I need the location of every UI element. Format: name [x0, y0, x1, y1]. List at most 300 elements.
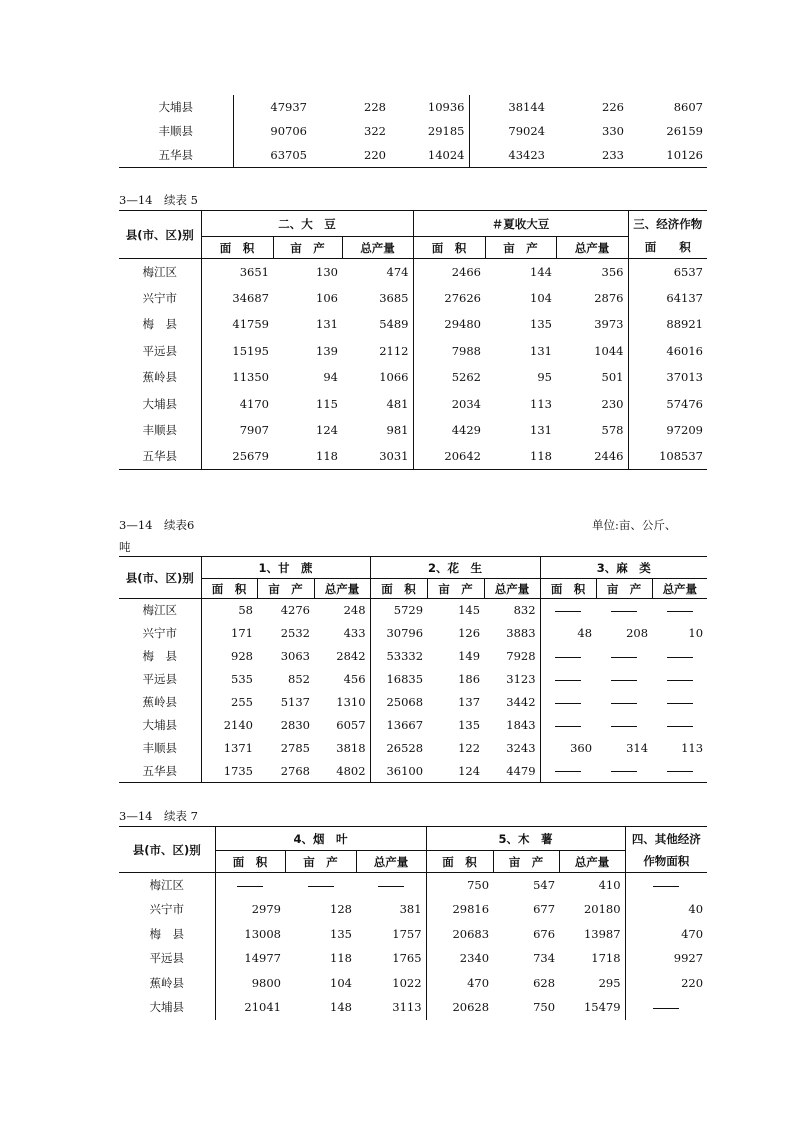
dash-line — [555, 771, 581, 772]
value-cell: 356 — [556, 259, 628, 285]
value-cell: 124 — [316, 423, 338, 438]
county-name: 兴宁市 — [119, 285, 201, 311]
table5-sub: 面 积 — [413, 237, 485, 259]
table6-sub: 亩 产 — [427, 579, 484, 599]
county-name: 五华县 — [119, 143, 233, 167]
table7-sub: 亩 产 — [493, 851, 559, 873]
value-cell: 46016 — [666, 343, 703, 358]
empty-cell-dash — [596, 599, 652, 622]
county-name: 平远县 — [119, 946, 215, 971]
value-cell: 322 — [364, 124, 386, 138]
table-row — [119, 897, 707, 922]
county-name: 丰顺县 — [119, 417, 201, 443]
empty-cell-dash — [540, 645, 596, 668]
county-name: 平远县 — [119, 338, 201, 364]
table-row — [119, 338, 707, 364]
value-cell: 220 — [681, 975, 704, 990]
value-cell: 501 — [556, 364, 628, 390]
value-cell: 230 — [556, 390, 628, 416]
value-cell: 4170 — [239, 396, 269, 411]
value-cell: 410 — [559, 873, 625, 898]
value-cell: 2140 — [223, 718, 253, 732]
table6-sub: 总产量 — [484, 579, 540, 599]
value-cell: 7907 — [239, 423, 269, 438]
value-cell: 16835 — [386, 672, 424, 686]
table7-caption: 3—14 续表 7 — [119, 809, 198, 823]
dash-line — [378, 886, 404, 887]
value-cell: 2446 — [556, 443, 628, 469]
value-cell: 228 — [364, 100, 386, 114]
dash-line — [667, 680, 693, 681]
value-cell: 41759 — [232, 317, 269, 332]
table7-sub: 总产量 — [356, 851, 426, 873]
value-cell: 750 — [467, 878, 490, 892]
table5-caption: 3—14 续表 5 — [119, 193, 198, 207]
value-cell: 2830 — [280, 718, 310, 732]
empty-cell-dash — [596, 714, 652, 737]
value-cell: 928 — [231, 649, 253, 663]
table6-sub: 面 积 — [540, 579, 596, 599]
value-cell: 10126 — [666, 147, 703, 162]
table-row — [119, 737, 707, 760]
value-cell: 1757 — [356, 922, 426, 947]
value-cell: 5729 — [393, 603, 424, 618]
county-name: 兴宁市 — [119, 897, 215, 922]
value-cell: 48 — [577, 626, 593, 640]
value-cell: 248 — [314, 599, 370, 622]
value-cell: 118 — [330, 951, 352, 966]
value-cell: 14024 — [390, 143, 469, 167]
value-cell: 3442 — [484, 691, 540, 714]
value-cell: 255 — [231, 695, 253, 709]
value-cell: 2532 — [280, 626, 310, 640]
value-cell: 37013 — [666, 370, 703, 385]
value-cell: 13987 — [559, 922, 625, 947]
value-cell: 3883 — [484, 622, 540, 645]
value-cell: 122 — [458, 741, 481, 755]
county-name: 梅 县 — [119, 311, 201, 337]
dash-line — [611, 726, 637, 727]
dash-line — [555, 611, 581, 612]
table6-group-peanut: 2、花 生 — [370, 557, 540, 579]
county-name: 梅 县 — [119, 922, 215, 947]
value-cell: 144 — [530, 264, 552, 279]
value-cell: 3123 — [484, 668, 540, 691]
value-cell: 135 — [330, 926, 352, 941]
county-name: 蕉岭县 — [119, 971, 215, 996]
value-cell: 578 — [556, 417, 628, 443]
table-row — [119, 714, 707, 737]
value-cell: 4479 — [484, 760, 540, 783]
value-cell: 148 — [330, 1000, 352, 1015]
table5-sub: 面 积 — [201, 237, 273, 259]
table-row — [119, 417, 707, 443]
value-cell: 2112 — [342, 338, 413, 364]
value-cell: 30796 — [386, 626, 424, 640]
empty-cell-dash — [652, 599, 707, 622]
value-cell: 676 — [533, 926, 556, 941]
dash-line — [611, 657, 637, 658]
value-cell: 9927 — [673, 951, 704, 966]
dash-line — [667, 657, 693, 658]
table5-sub: 亩 产 — [273, 237, 342, 259]
value-cell: 2768 — [280, 763, 310, 778]
value-cell: 2979 — [251, 902, 281, 917]
county-name: 大埔县 — [119, 95, 233, 119]
table-row — [119, 390, 707, 416]
value-cell: 58 — [238, 603, 253, 618]
value-cell: 20180 — [559, 897, 625, 922]
value-cell: 29816 — [452, 902, 490, 917]
table6-unit-wrap: 吨 — [119, 540, 131, 554]
value-cell: 29185 — [390, 119, 469, 143]
county-name: 梅江区 — [119, 873, 215, 898]
value-cell: 25679 — [232, 449, 269, 464]
value-cell: 2785 — [280, 741, 310, 755]
table-top — [119, 95, 707, 168]
value-cell: 113 — [530, 396, 552, 411]
table5-sub: 总产量 — [556, 237, 628, 259]
value-cell: 3973 — [556, 311, 628, 337]
value-cell: 9800 — [251, 975, 281, 990]
value-cell: 5489 — [342, 311, 413, 337]
empty-cell-dash — [652, 760, 707, 783]
value-cell: 108537 — [659, 449, 703, 464]
value-cell: 43423 — [508, 147, 545, 162]
value-cell: 118 — [530, 449, 552, 464]
value-cell: 3243 — [484, 737, 540, 760]
value-cell: 3063 — [280, 649, 310, 663]
table5-sub: 亩 产 — [485, 237, 556, 259]
table7-sub: 面 积 — [426, 851, 493, 873]
table5 — [119, 210, 707, 470]
value-cell: 1371 — [223, 741, 253, 755]
value-cell: 208 — [626, 626, 649, 640]
value-cell: 3113 — [356, 995, 426, 1020]
value-cell: 3031 — [342, 443, 413, 469]
dash-line — [308, 886, 334, 887]
table6-unit: 单位:亩、公斤、 — [592, 518, 677, 532]
dash-line — [611, 703, 637, 704]
value-cell: 131 — [530, 423, 552, 438]
table6 — [119, 556, 707, 783]
value-cell: 233 — [602, 147, 624, 162]
county-name: 梅江区 — [119, 259, 201, 285]
value-cell: 137 — [458, 695, 481, 709]
table-row — [119, 995, 707, 1020]
empty-cell-dash — [652, 714, 707, 737]
value-cell: 88921 — [666, 317, 703, 332]
dash-line — [667, 703, 693, 704]
table-top-continuation — [119, 95, 707, 168]
value-cell: 14977 — [244, 951, 281, 966]
value-cell: 4802 — [314, 760, 370, 783]
table-row — [119, 95, 707, 119]
value-cell: 1843 — [484, 714, 540, 737]
value-cell: 1735 — [223, 763, 253, 778]
value-cell: 2034 — [451, 396, 481, 411]
table6-sub: 面 积 — [370, 579, 427, 599]
empty-cell-dash — [652, 691, 707, 714]
value-cell: 104 — [530, 291, 552, 306]
value-cell: 128 — [330, 902, 352, 917]
table-row — [119, 443, 707, 469]
value-cell: 7928 — [484, 645, 540, 668]
value-cell: 47937 — [270, 100, 307, 114]
value-cell: 115 — [316, 396, 338, 411]
value-cell: 95 — [537, 370, 552, 385]
value-cell: 25068 — [386, 695, 424, 709]
value-cell: 474 — [342, 259, 413, 285]
table6-sub: 亩 产 — [596, 579, 652, 599]
value-cell: 20683 — [452, 926, 490, 941]
value-cell: 104 — [330, 975, 352, 990]
value-cell: 535 — [231, 672, 253, 686]
table5-group-soybean: 二、大 豆 — [201, 211, 413, 237]
county-name: 五华县 — [119, 760, 201, 783]
value-cell: 90706 — [270, 124, 307, 138]
empty-cell-dash — [540, 760, 596, 783]
value-cell: 734 — [533, 951, 556, 966]
table6-sub: 面 积 — [201, 579, 257, 599]
value-cell: 11350 — [232, 370, 269, 385]
table6-group-hemp: 3、麻 类 — [596, 560, 651, 575]
value-cell: 5262 — [451, 370, 481, 385]
value-cell: 53332 — [386, 649, 424, 663]
table-row — [119, 119, 707, 143]
county-name: 五华县 — [119, 443, 201, 469]
value-cell: 381 — [356, 897, 426, 922]
dash-line — [611, 680, 637, 681]
empty-cell-dash — [652, 645, 707, 668]
value-cell: 2466 — [451, 264, 481, 279]
table-row — [119, 285, 707, 311]
table-row — [119, 760, 707, 783]
value-cell: 38144 — [508, 100, 545, 114]
table6-row-header: 县(市、区)别 — [119, 557, 201, 599]
value-cell: 314 — [626, 741, 649, 755]
county-name: 蕉岭县 — [119, 364, 201, 390]
dash-line — [667, 726, 693, 727]
value-cell: 981 — [342, 417, 413, 443]
value-cell: 10 — [688, 626, 704, 640]
value-cell: 63705 — [270, 147, 307, 162]
county-name: 梅 县 — [119, 645, 201, 668]
county-name: 丰顺县 — [119, 119, 233, 143]
value-cell: 1022 — [356, 971, 426, 996]
value-cell: 149 — [458, 649, 481, 663]
value-cell: 15195 — [232, 343, 269, 358]
value-cell: 4276 — [280, 603, 310, 618]
empty-cell-dash — [596, 760, 652, 783]
table6-sub: 总产量 — [662, 581, 698, 596]
value-cell: 131 — [530, 343, 552, 358]
value-cell: 57476 — [666, 396, 703, 411]
value-cell: 677 — [533, 902, 556, 917]
table-row — [119, 946, 707, 971]
value-cell: 124 — [458, 763, 481, 778]
dash-line — [555, 657, 581, 658]
value-cell: 295 — [559, 971, 625, 996]
value-cell: 139 — [316, 343, 338, 358]
value-cell: 832 — [484, 599, 540, 622]
empty-cell-dash — [596, 668, 652, 691]
dash-line — [555, 726, 581, 727]
value-cell: 3685 — [342, 285, 413, 311]
empty-cell-dash — [625, 873, 707, 898]
table7-sub: 亩 产 — [285, 851, 356, 873]
value-cell: 186 — [458, 672, 481, 686]
value-cell: 118 — [316, 449, 338, 464]
value-cell: 126 — [458, 626, 481, 640]
table-row — [119, 364, 707, 390]
table7-group-other-line1: 四、其他经济 — [631, 831, 701, 846]
value-cell: 4429 — [451, 423, 481, 438]
value-cell: 226 — [602, 100, 624, 114]
value-cell: 628 — [533, 975, 556, 990]
value-cell: 26159 — [666, 124, 703, 138]
value-cell: 131 — [316, 317, 338, 332]
dash-line — [237, 886, 263, 887]
table-row — [119, 668, 707, 691]
dash-line — [611, 611, 637, 612]
empty-cell-dash — [285, 873, 356, 898]
dash-line — [667, 611, 693, 612]
dash-line — [611, 771, 637, 772]
value-cell: 135 — [458, 718, 481, 732]
county-name: 丰顺县 — [119, 737, 201, 760]
value-cell: 1066 — [342, 364, 413, 390]
table5-group-economic-line2: 面 积 — [644, 240, 691, 255]
value-cell: 8607 — [673, 100, 703, 114]
table-row — [119, 143, 707, 167]
dash-line — [555, 680, 581, 681]
value-cell: 1310 — [314, 691, 370, 714]
table-row — [119, 691, 707, 714]
value-cell: 26528 — [386, 741, 424, 755]
value-cell: 64137 — [666, 291, 703, 306]
value-cell: 6537 — [673, 264, 703, 279]
empty-cell-dash — [540, 668, 596, 691]
dash-line — [653, 886, 679, 887]
value-cell: 481 — [342, 390, 413, 416]
dash-line — [555, 703, 581, 704]
value-cell: 40 — [688, 902, 704, 917]
table7-group-cassava: 5、木 薯 — [426, 827, 625, 851]
table5-row-header: 县(市、区)别 — [119, 211, 201, 259]
value-cell: 20642 — [444, 449, 481, 464]
value-cell: 27626 — [444, 291, 481, 306]
value-cell: 106 — [316, 291, 338, 306]
county-name: 蕉岭县 — [119, 691, 201, 714]
table7-group-other-line2: 作物面积 — [643, 854, 690, 869]
county-name: 大埔县 — [119, 995, 215, 1020]
value-cell: 94 — [323, 370, 338, 385]
empty-cell-dash — [596, 645, 652, 668]
empty-cell-dash — [652, 668, 707, 691]
value-cell: 470 — [681, 926, 704, 941]
table-row — [119, 311, 707, 337]
value-cell: 2876 — [556, 285, 628, 311]
table-row — [119, 922, 707, 947]
value-cell: 79024 — [508, 124, 545, 138]
county-name: 大埔县 — [119, 390, 201, 416]
value-cell: 113 — [681, 741, 704, 755]
table6-sub: 总产量 — [314, 579, 370, 599]
value-cell: 36100 — [386, 763, 424, 778]
value-cell: 15479 — [559, 995, 625, 1020]
value-cell: 20628 — [452, 1000, 490, 1015]
table7-sub: 面 积 — [215, 851, 285, 873]
value-cell: 750 — [533, 1000, 556, 1015]
value-cell: 3818 — [314, 737, 370, 760]
value-cell: 3651 — [239, 264, 269, 279]
value-cell: 433 — [314, 622, 370, 645]
table5-sub: 总产量 — [342, 237, 413, 259]
county-name: 梅江区 — [119, 599, 201, 622]
value-cell: 2842 — [314, 645, 370, 668]
value-cell: 5137 — [280, 695, 310, 709]
empty-cell-dash — [540, 691, 596, 714]
table5-group-summer-soybean: ＃夏收大豆 — [413, 211, 628, 237]
table7-sub: 总产量 — [559, 851, 625, 873]
value-cell: 2340 — [459, 951, 490, 966]
empty-cell-dash — [596, 691, 652, 714]
empty-cell-dash — [540, 599, 596, 622]
table-row — [119, 873, 707, 898]
value-cell: 470 — [467, 975, 490, 990]
empty-cell-dash — [356, 873, 426, 898]
empty-cell-dash — [215, 873, 285, 898]
table-row — [119, 645, 707, 668]
value-cell: 7988 — [451, 343, 481, 358]
value-cell: 1044 — [556, 338, 628, 364]
value-cell: 330 — [602, 124, 624, 138]
table-row — [119, 599, 707, 622]
value-cell: 21041 — [244, 1000, 281, 1015]
value-cell: 130 — [316, 264, 338, 279]
county-name: 大埔县 — [119, 714, 201, 737]
value-cell: 13667 — [386, 718, 424, 732]
dash-line — [653, 1008, 679, 1009]
value-cell: 135 — [530, 317, 552, 332]
value-cell: 456 — [314, 668, 370, 691]
empty-cell-dash — [540, 714, 596, 737]
value-cell: 171 — [231, 626, 253, 640]
value-cell: 1765 — [356, 946, 426, 971]
table7-row-header: 县(市、区)别 — [119, 827, 215, 873]
value-cell: 145 — [458, 603, 481, 618]
dash-line — [667, 771, 693, 772]
table5-group-economic-line1: 三、经济作物 — [633, 216, 703, 231]
value-cell: 852 — [288, 672, 310, 686]
value-cell: 34687 — [232, 291, 269, 306]
table6-caption: 3—14 续表6 — [119, 518, 195, 532]
value-cell: 10936 — [390, 95, 469, 119]
table6-group-sugarcane: 1、甘 蔗 — [201, 557, 370, 579]
table-row — [119, 971, 707, 996]
value-cell: 13008 — [244, 926, 281, 941]
value-cell: 97209 — [666, 423, 703, 438]
value-cell: 220 — [364, 147, 386, 162]
table7 — [119, 826, 707, 1020]
county-name: 平远县 — [119, 668, 201, 691]
county-name: 兴宁市 — [119, 622, 201, 645]
table7-group-tobacco: 4、烟 叶 — [215, 827, 426, 851]
value-cell: 1718 — [559, 946, 625, 971]
empty-cell-dash — [625, 995, 707, 1020]
value-cell: 6057 — [314, 714, 370, 737]
